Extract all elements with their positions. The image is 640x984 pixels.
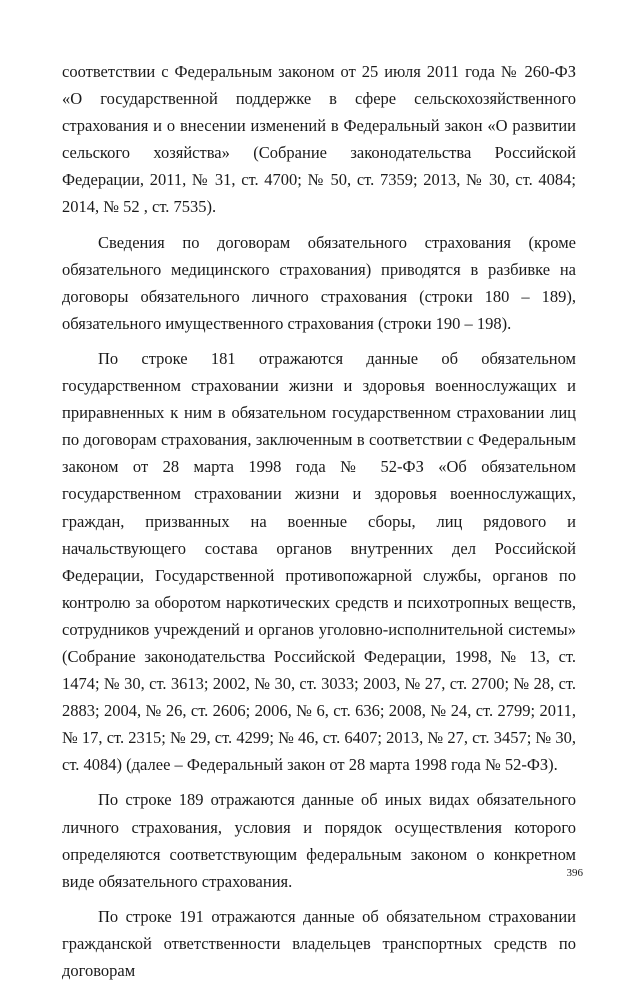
paragraph-line-191: По строке 191 отражаются данные об обязательном страховании гражданской ответственности владельцев транспортных средств по договорам [62, 906, 576, 980]
document-body [62, 58, 576, 984]
paragraph-insurance-contracts: Сведения по договорам обязательного страхования (кроме обязательного медицинского страхования) приводятся в разбивке на договоры обязательного личного страхования (строки 180 – 189), обязательного имущественного страхования (строки 190 – 198). [62, 232, 576, 333]
paragraph-continuation: соответствии с Федеральным законом от 25 июля 2011 года № 260-ФЗ «О государственной поддержке в сфере сельскохозяйственного страхования и о внесении изменений в Федеральный закон «О развитии сельского хозяйства» (Собрание законодательства Российской Федерации, 2011, № 31, ст. 4700; № 50, ст. 7359; 2013, № 30, ст. 4084; 2014, № 52 , ст. 7535). [62, 62, 576, 217]
paragraph-line-189: По строке 189 отражаются данные об иных видах обязательного личного страхования, условия и порядок осуществления которого определяются соответствующим федеральным законом о конкретном виде обязательного страхования. [62, 790, 576, 891]
paragraph-line-181: По строке 181 отражаются данные об обязательном государственном страховании жизни и здоровья военнослужащих и приравненных к ним в обязательном государственном страховании лиц по договорам страхования, заключенным в соответствии с Федеральным законом от 28 марта 1998 года № 52-ФЗ «Об обязательном государственном страховании жизни и здоровья военнослужащих, граждан, призванных на военные сборы, лиц рядового и начальствующего состава органов внутренних дел Российской Федерации, Государственной противопожарной службы, органов по контролю за оборотом наркотических средств и психотропных веществ, сотрудников учреждений и органов уголовно-исполнительной системы» (Собрание законодательства Российской Федерации, 1998, № 13, ст. 1474; № 30, ст. 3613; 2002, № 30, ст. 3033; 2003, № 27, ст. 2700; № 28, ст. 2883; 2004, № 26, ст. 2606; 2006, № 6, ст. 636; 2008, № 24, ст. 2799; 2011, № 17, ст. 2315; № 29, ст. 4299; № 46, ст. 6407; 2013, № 27, ст. 3457; № 30, ст. 4084) (далее – Федеральный закон от 28 марта 1998 года № 52-ФЗ). [62, 348, 576, 775]
page-number: 396 [566, 867, 583, 879]
